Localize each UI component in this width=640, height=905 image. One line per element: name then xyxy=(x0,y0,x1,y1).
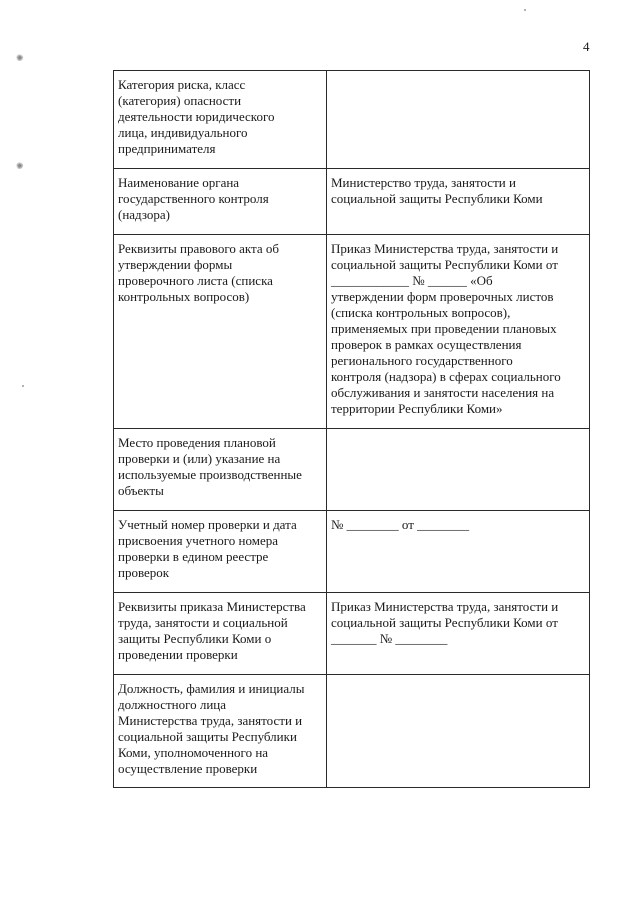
inspection-place-label: Место проведения плановой проверки и (или) указание на используемые производственные объекты xyxy=(114,429,327,511)
authorized-official-label: Должность, фамилия и инициалы должностного лица Министерства труда, занятости и социальной защиты Республики Коми, уполномоченного на осуществление проверки xyxy=(114,675,327,788)
inspection-details-table xyxy=(113,70,590,788)
scan-speck-icon: ✺ xyxy=(16,53,24,63)
table-row-inspection-place xyxy=(114,429,590,511)
table-row-legal-act xyxy=(114,235,590,429)
legal-act-label: Реквизиты правового акта об утверждении формы проверочного листа (списка контрольных вопросов) xyxy=(114,235,327,429)
table-row-control-body xyxy=(114,169,590,235)
control-body-value: Министерство труда, занятости и социальной защиты Республики Коми xyxy=(327,169,590,235)
inspection-order-value: Приказ Министерства труда, занятости и социальной защиты Республики Коми от _______ № ________ xyxy=(327,593,590,675)
table-row-authorized-official xyxy=(114,675,590,788)
risk-category-label: Категория риска, класс (категория) опасности деятельности юридического лица, индивидуального предпринимателя xyxy=(114,71,327,169)
legal-act-value: Приказ Министерства труда, занятости и социальной защиты Республики Коми от ____________ № ______ «Об утверждении форм проверочных листов (списка контрольных вопросов), применяемых при проведении плановых проверок в рамках осуществления регионального государственного контроля (надзора) в сферах социального обслуживания и занятости населения на территории Республики Коми» xyxy=(327,235,590,429)
page-number: 4 xyxy=(583,39,590,54)
inspection-place-value xyxy=(327,429,590,511)
registration-number-value: № ________ от ________ xyxy=(327,511,590,593)
table-row-risk-category xyxy=(114,71,590,169)
risk-category-value xyxy=(327,71,590,169)
table-row-inspection-order xyxy=(114,593,590,675)
scan-speck-icon: ✺ xyxy=(16,161,24,171)
inspection-order-label: Реквизиты приказа Министерства труда, занятости и социальной защиты Республики Коми о проведении проверки xyxy=(114,593,327,675)
scan-dot-icon xyxy=(22,385,24,387)
scan-dot-icon xyxy=(524,9,526,11)
table-row-registration-number xyxy=(114,511,590,593)
control-body-label: Наименование органа государственного контроля (надзора) xyxy=(114,169,327,235)
registration-number-label: Учетный номер проверки и дата присвоения учетного номера проверки в едином реестре проверок xyxy=(114,511,327,593)
authorized-official-value xyxy=(327,675,590,788)
